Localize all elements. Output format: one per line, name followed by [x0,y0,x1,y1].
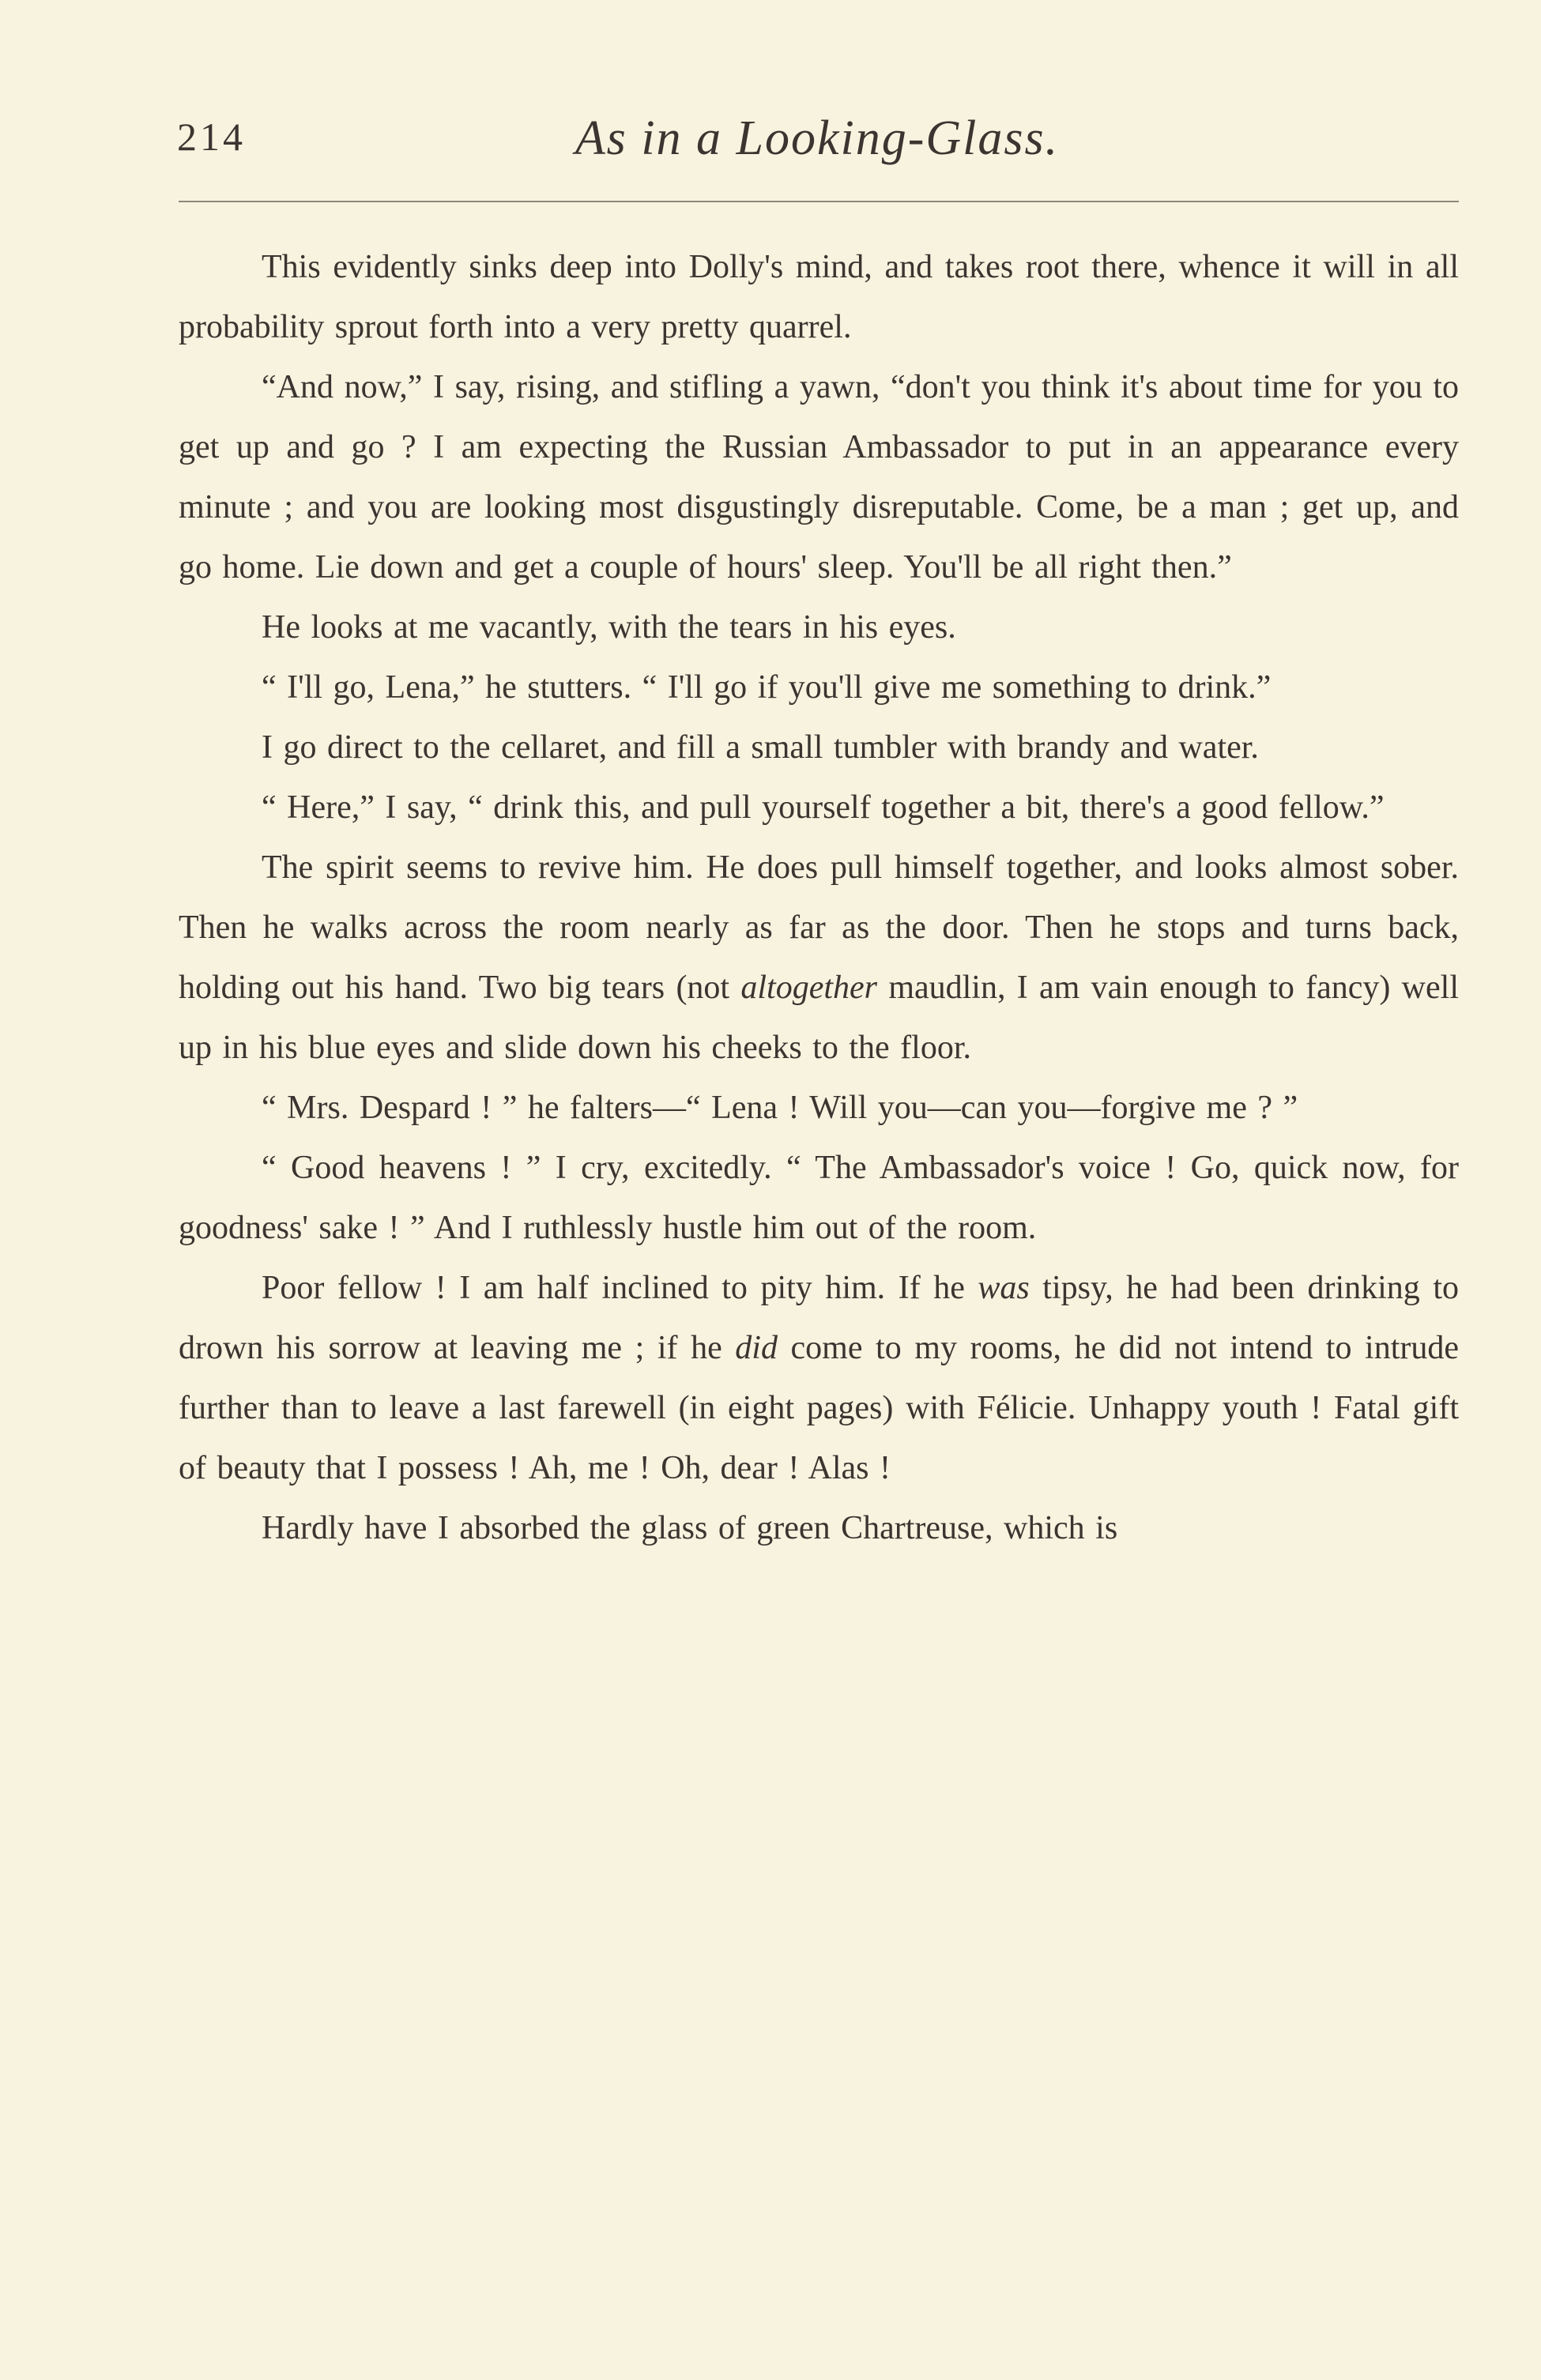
paragraph-6: “ Here,” I say, “ drink this, and pull yourself together a bit, there's a good fellow.” [262,789,1385,826]
italic-emphasis: altogether [740,970,878,1006]
header-rule [179,201,1459,202]
paragraph-2: “And now,” I say, rising, and stifling a yawn, “don't you think it's about time for you to get up and go ? I am expecting the Russian Ambassador to put in an appearance every minute ; and you are looking most disgustingly disreputable. Come, be a man ; get up, and go home. Lie down and get a couple of hours' sleep. You'll be all right then.” [179,369,1459,586]
body-text [179,237,1459,1558]
paragraph-11: Hardly have I absorbed the glass of green Chartreuse, which is [262,1510,1118,1546]
paragraph-4: “ I'll go, Lena,” he stutters. “ I'll go if you'll give me something to drink.” [262,669,1272,706]
paragraph-8: “ Mrs. Despard ! ” he falters—“ Lena ! Will you—can you—forgive me ? ” [262,1090,1298,1126]
page-header [177,111,1457,174]
paragraph-7: The spirit seems to revive him. He does pull himself together, and looks almost sober. Then he walks across the room nearly as far as the door. Then he stops and turns back, holding out his hand. Two big tears (not altogether maudlin, I am vain enough to fancy) well up in his blue eyes and slide down his cheeks to the floor. [179,849,1459,1066]
paragraph-1: This evidently sinks deep into Dolly's mind, and takes root there, whence it will in all probability sprout forth into a very pretty quarrel. [179,249,1459,345]
page-number: 214 [177,115,246,159]
running-title: As in a Looking-Glass. [575,111,1060,165]
paragraph-5: I go direct to the cellaret, and fill a small tumbler with brandy and water. [262,729,1259,766]
paragraph-9: “ Good heavens ! ” I cry, excitedly. “ The Ambassador's voice ! Go, quick now, for goodness' sake ! ” And I ruthlessly hustle him out of the room. [179,1150,1459,1246]
paragraph-10: Poor fellow ! I am half inclined to pity him. If he was tipsy, he had been drinking to drown his sorrow at leaving me ; if he did come to my rooms, he did not intend to intrude further than to leave a last farewell (in eight pages) with Félicie. Unhappy youth ! Fatal gift of beauty that I possess ! Ah, me ! Oh, dear ! Alas ! [179,1270,1459,1486]
paragraph-3: He looks at me vacantly, with the tears in his eyes. [262,609,956,646]
italic-emphasis: was [978,1270,1030,1306]
italic-emphasis: did [735,1330,778,1366]
